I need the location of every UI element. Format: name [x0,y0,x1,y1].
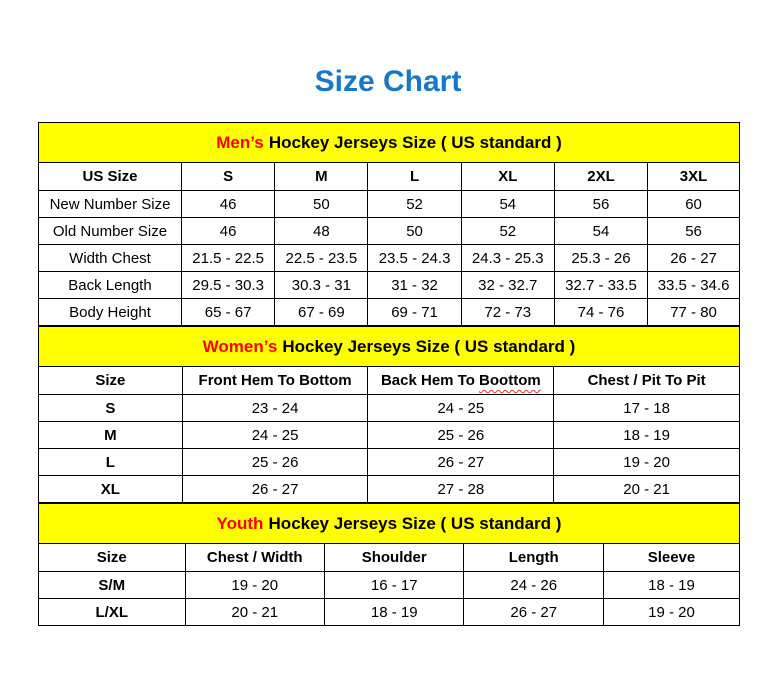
column-header-label: M [315,168,328,185]
column-header-label: 2XL [587,168,615,185]
data-cell: 29.5 - 30.3 [182,272,275,299]
table-row [39,476,740,503]
section-band-youth [39,504,740,544]
data-cell: 69 - 71 [368,299,461,326]
data-cell: 32 - 32.7 [461,272,554,299]
column-header-label: Size [95,372,126,389]
column-header [39,367,183,395]
column-header [368,163,461,191]
table-row [39,191,740,218]
column-header [182,367,368,395]
data-cell: 65 - 67 [182,299,275,326]
data-cell: 20 - 21 [554,476,740,503]
column-header-label: Chest / Pit To Pit [587,372,706,389]
data-cell: 48 [275,218,368,245]
row-label: Back Length [39,272,182,299]
row-label: New Number Size [39,191,182,218]
table-row [39,299,740,326]
data-cell: 54 [554,218,647,245]
data-cell: 50 [275,191,368,218]
band-title-women: Hockey Jerseys Size ( US standard ) [282,336,576,356]
table-row [39,218,740,245]
size-table-youth [38,503,740,626]
column-header [368,367,554,395]
column-header-label: Length [508,549,559,566]
column-header-label: Size [96,549,127,566]
data-cell: 74 - 76 [554,299,647,326]
data-cell: 67 - 69 [275,299,368,326]
column-header [464,544,603,572]
data-cell: 19 - 20 [603,599,739,626]
data-cell: 26 - 27 [182,476,368,503]
band-title-men: Hockey Jerseys Size ( US standard ) [268,132,562,152]
table-row [39,572,740,599]
data-cell: 24 - 25 [182,422,368,449]
row-label: M [39,422,183,449]
data-cell: 32.7 - 33.5 [554,272,647,299]
table-row [39,422,740,449]
data-cell: 50 [368,218,461,245]
column-header [554,367,740,395]
data-cell: 25.3 - 26 [554,245,647,272]
data-cell: 46 [182,191,275,218]
data-cell: 18 - 19 [603,572,739,599]
column-header-label: Sleeve [647,549,696,566]
data-cell: 56 [648,218,740,245]
data-cell: 23 - 24 [182,395,368,422]
band-prefix-men: Men’s [216,132,264,152]
section-band-row-youth [39,504,740,544]
column-header [182,163,275,191]
data-cell: 72 - 73 [461,299,554,326]
data-cell: 54 [461,191,554,218]
column-header [39,163,182,191]
table-row [39,599,740,626]
column-header-label: Front Hem To Bottom [198,372,352,389]
column-header [554,163,647,191]
data-cell: 17 - 18 [554,395,740,422]
data-cell: 52 [368,191,461,218]
data-cell: 19 - 20 [185,572,324,599]
column-header-label: XL [498,168,518,185]
table-row [39,395,740,422]
data-cell: 22.5 - 23.5 [275,245,368,272]
row-label: L/XL [39,599,186,626]
tables-stack [38,122,740,626]
data-cell: 25 - 26 [182,449,368,476]
data-cell: 24 - 25 [368,395,554,422]
row-label: Width Chest [39,245,182,272]
data-cell: 46 [182,218,275,245]
data-cell: 19 - 20 [554,449,740,476]
column-header-label: S [223,168,234,185]
data-cell: 16 - 17 [324,572,463,599]
section-band-men [39,123,740,163]
band-title-youth: Hockey Jerseys Size ( US standard ) [268,513,562,533]
data-cell: 25 - 26 [368,422,554,449]
data-cell: 23.5 - 24.3 [368,245,461,272]
data-cell: 60 [648,191,740,218]
column-header-label: Chest / Width [206,549,303,566]
data-cell: 18 - 19 [324,599,463,626]
column-header-label: Back Hem To [380,372,480,389]
data-cell: 24.3 - 25.3 [461,245,554,272]
row-label: S/M [39,572,186,599]
misspelled-word: Boottom [479,372,541,389]
row-label: S [39,395,183,422]
data-cell: 26 - 27 [464,599,603,626]
column-header [185,544,324,572]
size-table-men [38,122,740,326]
data-cell: 33.5 - 34.6 [648,272,740,299]
column-header-label: Shoulder [361,549,427,566]
size-table-women [38,326,740,503]
data-cell: 31 - 32 [368,272,461,299]
table-row [39,272,740,299]
data-cell: 77 - 80 [648,299,740,326]
column-header-row-women [39,367,740,395]
column-header [603,544,739,572]
row-label: Old Number Size [39,218,182,245]
data-cell: 20 - 21 [185,599,324,626]
data-cell: 18 - 19 [554,422,740,449]
row-label: XL [39,476,183,503]
table-row [39,449,740,476]
column-header [648,163,740,191]
column-header-row-men [39,163,740,191]
table-row [39,245,740,272]
column-header [39,544,186,572]
row-label: L [39,449,183,476]
column-header-row-youth [39,544,740,572]
data-cell: 52 [461,218,554,245]
section-band-row-men [39,123,740,163]
data-cell: 24 - 26 [464,572,603,599]
data-cell: 56 [554,191,647,218]
data-cell: 21.5 - 22.5 [182,245,275,272]
column-header [275,163,368,191]
section-band-row-women [39,327,740,367]
data-cell: 26 - 27 [648,245,740,272]
data-cell: 30.3 - 31 [275,272,368,299]
row-label: Body Height [39,299,182,326]
column-header-label: 3XL [679,168,708,185]
column-header [461,163,554,191]
band-prefix-youth: Youth [216,513,264,533]
size-chart-page [0,66,776,692]
page-title: Size Chart [314,65,462,98]
section-band-women [39,327,740,367]
data-cell: 27 - 28 [368,476,554,503]
column-header-label: US Size [82,168,138,185]
data-cell: 26 - 27 [368,449,554,476]
column-header-label: L [409,168,420,185]
column-header [324,544,463,572]
band-prefix-women: Women’s [202,336,278,356]
